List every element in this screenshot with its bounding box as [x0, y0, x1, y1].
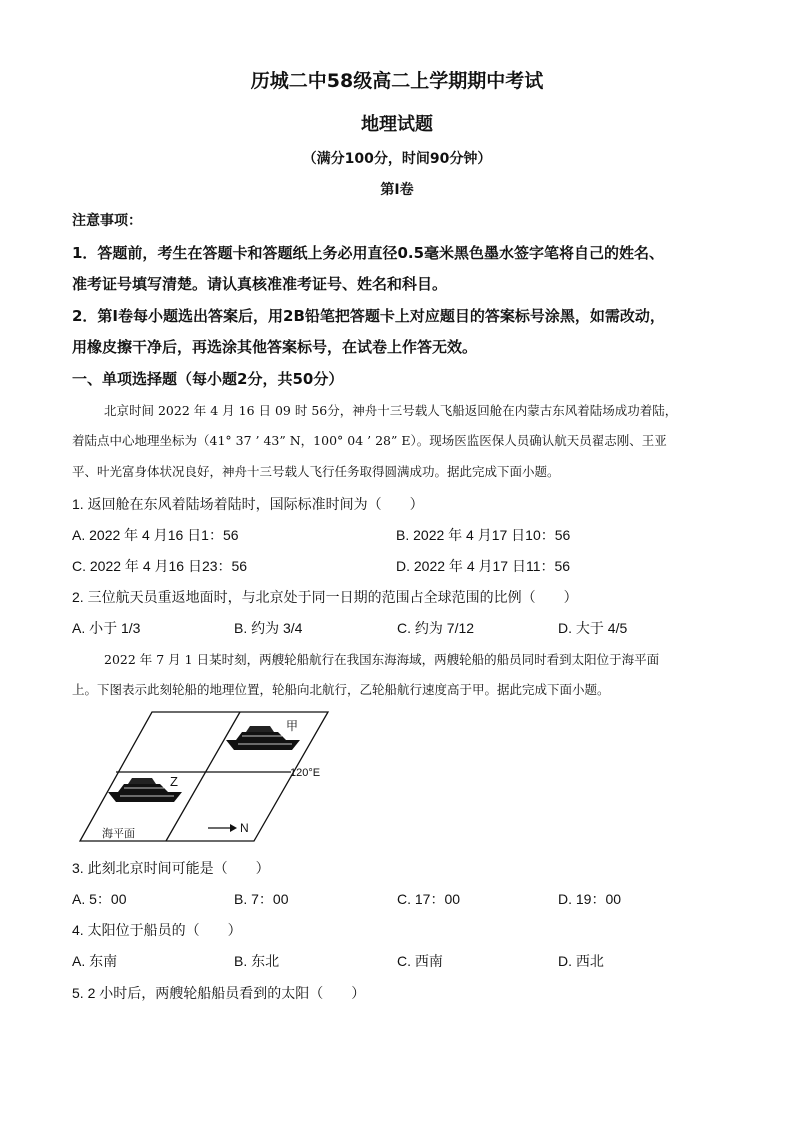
note-line-3: 2．第Ⅰ卷每小题选出答案后，用2B铅笔把答题卡上对应题目的答案标号涂黑，如需改动，: [72, 307, 665, 325]
q4-option-a: A. 东南: [72, 953, 118, 969]
q1-option-a: A. 2022 年 4 月16 日1：56: [72, 527, 239, 543]
passage2-line-1: 2022 年 7 月 1 日某时刻，两艘轮船航行在我国东海海域，两艘轮船的船员同时看到太阳位于海平面: [104, 652, 660, 667]
q2-option-d: D. 大于 4/5: [558, 620, 628, 636]
note-line-2: 准考证号填写清楚。请认真核准准考证号、姓名和科目。: [72, 275, 448, 293]
q3-option-c: C. 17：00: [397, 891, 461, 907]
q3-option-b: B. 7：00: [234, 891, 289, 907]
q1-option-b: B. 2022 年 4 月17 日10：56: [396, 527, 571, 543]
note-line-1: 1．答题前，考生在答题卡和答题纸上务必用直径0.5毫米黑色墨水签字笔将自己的姓名、: [72, 244, 665, 262]
q2-option-b: B. 约为 3/4: [234, 620, 303, 636]
q4-option-c: C. 西南: [397, 953, 443, 969]
passage1-line-2: 着陆点中心地理坐标为（41° 37 ’ 43” N，100° 04 ’ 28” E）。现场医监医保人员确认航天员翟志刚、王亚: [72, 433, 667, 448]
label-jia: 甲: [286, 719, 299, 733]
exam-title: 历城二中58级高二上学期期中考试: [250, 70, 544, 92]
ship-position-diagram: [78, 710, 338, 846]
label-north: N: [240, 821, 249, 835]
q2-option-c: C. 约为 7/12: [397, 620, 475, 636]
label-sea-level: 海平面: [102, 828, 135, 840]
label-yi: Z: [170, 774, 178, 789]
subject-title: 地理试题: [361, 114, 433, 135]
section-heading: 一、单项选择题（每小题2分，共50分）: [72, 370, 344, 388]
exam-info: （满分100分，时间90分钟）: [302, 151, 492, 167]
label-longitude: 120°E: [290, 767, 321, 779]
q1-stem: 1. 返回舱在东风着陆场着陆时，国际标准时间为（ ）: [72, 496, 424, 512]
q2-stem: 2. 三位航天员重返地面时，与北京处于同一日期的范围占全球范围的比例（ ）: [72, 589, 578, 605]
q4-option-b: B. 东北: [234, 953, 280, 969]
q2-option-a: A. 小于 1/3: [72, 620, 141, 636]
q3-option-d: D. 19：00: [558, 891, 622, 907]
notes-heading: 注意事项：: [72, 213, 142, 229]
volume-label: 第Ⅰ卷: [380, 182, 414, 198]
q1-option-c: C. 2022 年 4 月16 日23：56: [72, 558, 248, 574]
passage2-line-2: 上。下图表示此刻轮船的地理位置，轮船向北航行，乙轮船航行速度高于甲。据此完成下面小题。: [72, 682, 610, 697]
note-line-4: 用橡皮擦干净后，再选涂其他答案标号，在试卷上作答无效。: [72, 338, 478, 356]
q5-stem: 5. 2 小时后，两艘轮船船员看到的太阳（ ）: [72, 985, 366, 1001]
north-arrow-icon: [230, 824, 237, 832]
q4-option-d: D. 西北: [558, 953, 604, 969]
q1-option-d: D. 2022 年 4 月17 日11：56: [396, 558, 571, 574]
q3-stem: 3. 此刻北京时间可能是（ ）: [72, 860, 270, 876]
passage1-line-3: 平、叶光富身体状况良好，神舟十三号载人飞行任务取得圆满成功。据此完成下面小题。: [72, 464, 560, 479]
q3-option-a: A. 5：00: [72, 891, 127, 907]
q4-stem: 4. 太阳位于船员的（ ）: [72, 922, 242, 938]
passage1-line-1: 北京时间 2022 年 4 月 16 日 09 时 56分，神舟十三号载人飞船返回舱在内蒙古东风着陆场成功着陆，: [104, 403, 678, 418]
